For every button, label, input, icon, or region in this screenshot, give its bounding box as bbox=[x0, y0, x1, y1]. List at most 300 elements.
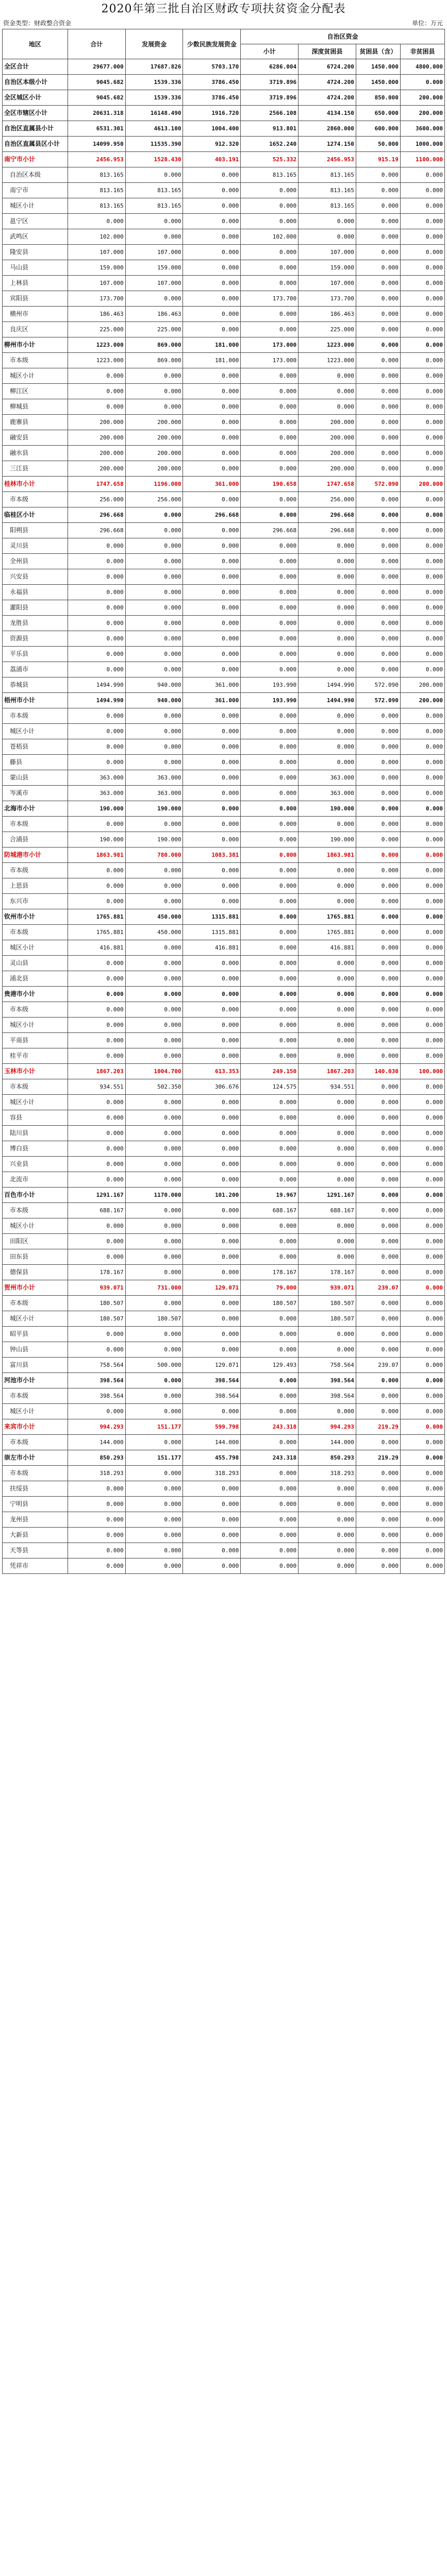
value-cell: 1196.000 bbox=[125, 477, 183, 492]
header-row-1 bbox=[3, 29, 445, 44]
value-cell: 0.000 bbox=[68, 647, 125, 662]
value-cell: 173.700 bbox=[299, 291, 356, 307]
value-cell: 0.000 bbox=[241, 863, 299, 878]
header-total: 合计 bbox=[68, 29, 125, 59]
value-cell: 0.000 bbox=[400, 1157, 444, 1172]
value-cell: 0.000 bbox=[356, 415, 400, 430]
table-row bbox=[3, 677, 445, 693]
value-cell: 0.000 bbox=[125, 1404, 183, 1419]
region-cell: 来宾市小计 bbox=[3, 1419, 68, 1435]
value-cell: 129.071 bbox=[183, 1280, 241, 1296]
value-cell: 0.000 bbox=[356, 739, 400, 755]
value-cell: 1765.881 bbox=[68, 925, 125, 940]
value-cell: 0.000 bbox=[183, 183, 241, 198]
value-cell: 0.000 bbox=[68, 724, 125, 739]
value-cell: 0.000 bbox=[400, 878, 444, 894]
value-cell: 318.293 bbox=[183, 1466, 241, 1481]
region-cell: 良庆区 bbox=[3, 322, 68, 337]
value-cell: 0.000 bbox=[400, 384, 444, 399]
value-cell: 0.000 bbox=[183, 1342, 241, 1358]
value-cell: 6724.200 bbox=[299, 59, 356, 75]
unit-label: 单位：万元 bbox=[411, 20, 443, 27]
value-cell: 0.000 bbox=[125, 1249, 183, 1265]
value-cell: 0.000 bbox=[400, 1249, 444, 1265]
region-cell: 市本级 bbox=[3, 817, 68, 832]
value-cell: 0.000 bbox=[356, 399, 400, 415]
value-cell: 0.000 bbox=[299, 1528, 356, 1543]
value-cell: 780.000 bbox=[125, 848, 183, 863]
table-row bbox=[3, 415, 445, 430]
value-cell: 0.000 bbox=[356, 1002, 400, 1018]
region-cell: 梧州市小计 bbox=[3, 693, 68, 708]
table-row bbox=[3, 1002, 445, 1018]
table-row bbox=[3, 1079, 445, 1095]
table-row bbox=[3, 786, 445, 801]
value-cell: 0.000 bbox=[299, 1018, 356, 1033]
value-cell: 0.000 bbox=[125, 1388, 183, 1404]
value-cell: 0.000 bbox=[356, 1234, 400, 1249]
value-cell: 0.000 bbox=[400, 507, 444, 523]
value-cell: 0.000 bbox=[400, 461, 444, 477]
value-cell: 178.167 bbox=[68, 1265, 125, 1280]
value-cell: 0.000 bbox=[241, 1528, 299, 1543]
table-row bbox=[3, 1203, 445, 1218]
value-cell: 0.000 bbox=[183, 724, 241, 739]
value-cell: 0.000 bbox=[125, 1157, 183, 1172]
value-cell: 0.000 bbox=[400, 1543, 444, 1558]
value-cell: 0.000 bbox=[241, 616, 299, 631]
table-row bbox=[3, 894, 445, 909]
value-cell: 200.000 bbox=[125, 446, 183, 461]
value-cell: 0.000 bbox=[68, 1126, 125, 1141]
value-cell: 190.000 bbox=[125, 832, 183, 848]
value-cell: 0.000 bbox=[400, 894, 444, 909]
region-cell: 河池市小计 bbox=[3, 1373, 68, 1388]
value-cell: 0.000 bbox=[400, 198, 444, 214]
value-cell: 1083.381 bbox=[183, 848, 241, 863]
value-cell: 200.000 bbox=[299, 461, 356, 477]
value-cell: 0.000 bbox=[183, 647, 241, 662]
table-row bbox=[3, 1218, 445, 1234]
value-cell: 0.000 bbox=[183, 260, 241, 276]
value-cell: 0.000 bbox=[299, 384, 356, 399]
table-row bbox=[3, 368, 445, 384]
value-cell: 0.000 bbox=[68, 1249, 125, 1265]
value-cell: 0.000 bbox=[183, 1404, 241, 1419]
value-cell: 0.000 bbox=[356, 1110, 400, 1126]
value-cell: 1539.336 bbox=[125, 75, 183, 90]
value-cell: 200.000 bbox=[125, 430, 183, 446]
value-cell: 525.332 bbox=[241, 152, 299, 167]
value-cell: 1223.000 bbox=[68, 353, 125, 368]
value-cell: 200.000 bbox=[299, 446, 356, 461]
value-cell: 398.564 bbox=[183, 1373, 241, 1388]
value-cell: 1100.000 bbox=[400, 152, 444, 167]
table-row bbox=[3, 1064, 445, 1079]
value-cell: 0.000 bbox=[68, 1048, 125, 1064]
value-cell: 0.000 bbox=[183, 291, 241, 307]
value-cell: 0.000 bbox=[241, 446, 299, 461]
region-cell: 城区小计 bbox=[3, 940, 68, 956]
value-cell: 613.353 bbox=[183, 1064, 241, 1079]
value-cell: 913.801 bbox=[241, 121, 299, 137]
table-row bbox=[3, 1358, 445, 1373]
value-cell: 0.000 bbox=[68, 399, 125, 415]
value-cell: 0.000 bbox=[68, 1543, 125, 1558]
value-cell: 0.000 bbox=[241, 183, 299, 198]
value-cell: 0.000 bbox=[183, 1126, 241, 1141]
value-cell: 0.000 bbox=[400, 399, 444, 415]
value-cell: 939.071 bbox=[299, 1280, 356, 1296]
value-cell: 0.000 bbox=[125, 1095, 183, 1110]
value-cell: 256.000 bbox=[125, 492, 183, 507]
value-cell: 0.000 bbox=[299, 368, 356, 384]
value-cell: 200.000 bbox=[299, 430, 356, 446]
value-cell: 0.000 bbox=[125, 817, 183, 832]
value-cell: 101.200 bbox=[183, 1188, 241, 1203]
table-row bbox=[3, 1249, 445, 1265]
value-cell: 296.668 bbox=[299, 523, 356, 538]
value-cell: 0.000 bbox=[125, 399, 183, 415]
value-cell: 0.000 bbox=[68, 971, 125, 987]
value-cell: 3786.450 bbox=[183, 75, 241, 90]
value-cell: 1867.203 bbox=[68, 1064, 125, 1079]
table-row bbox=[3, 477, 445, 492]
value-cell: 0.000 bbox=[356, 384, 400, 399]
value-cell: 144.000 bbox=[68, 1435, 125, 1450]
region-cell: 市本级 bbox=[3, 1079, 68, 1095]
value-cell: 0.000 bbox=[183, 863, 241, 878]
value-cell: 0.000 bbox=[183, 1203, 241, 1218]
value-cell: 200.000 bbox=[68, 446, 125, 461]
region-cell: 昭平县 bbox=[3, 1327, 68, 1342]
region-cell: 武鸣区 bbox=[3, 229, 68, 245]
region-cell: 市本级 bbox=[3, 1296, 68, 1311]
table-row bbox=[3, 214, 445, 229]
value-cell: 0.000 bbox=[356, 1558, 400, 1574]
value-cell: 0.000 bbox=[183, 1296, 241, 1311]
value-cell: 0.000 bbox=[125, 507, 183, 523]
region-cell: 苍梧县 bbox=[3, 739, 68, 755]
value-cell: 0.000 bbox=[356, 1095, 400, 1110]
value-cell: 9045.682 bbox=[68, 90, 125, 106]
value-cell: 190.000 bbox=[299, 801, 356, 817]
value-cell: 0.000 bbox=[125, 739, 183, 755]
region-cell: 藤县 bbox=[3, 755, 68, 770]
value-cell: 0.000 bbox=[356, 956, 400, 971]
value-cell: 0.000 bbox=[68, 1172, 125, 1188]
value-cell: 0.000 bbox=[68, 739, 125, 755]
value-cell: 190.000 bbox=[299, 832, 356, 848]
table-row bbox=[3, 878, 445, 894]
table-row bbox=[3, 260, 445, 276]
value-cell: 0.000 bbox=[241, 1095, 299, 1110]
value-cell: 1765.881 bbox=[299, 925, 356, 940]
value-cell: 758.564 bbox=[299, 1358, 356, 1373]
value-cell: 306.676 bbox=[183, 1079, 241, 1095]
value-cell: 0.000 bbox=[356, 1512, 400, 1528]
value-cell: 1000.000 bbox=[400, 137, 444, 152]
value-cell: 0.000 bbox=[183, 894, 241, 909]
value-cell: 180.507 bbox=[299, 1311, 356, 1327]
value-cell: 363.000 bbox=[299, 770, 356, 786]
table-row bbox=[3, 1481, 445, 1497]
region-cell: 贺州市小计 bbox=[3, 1280, 68, 1296]
region-cell: 北海市小计 bbox=[3, 801, 68, 817]
value-cell: 0.000 bbox=[400, 569, 444, 585]
value-cell: 249.150 bbox=[241, 1064, 299, 1079]
value-cell: 0.000 bbox=[125, 1528, 183, 1543]
region-cell: 市本级 bbox=[3, 1466, 68, 1481]
value-cell: 0.000 bbox=[356, 1033, 400, 1048]
value-cell: 450.000 bbox=[125, 909, 183, 925]
value-cell: 0.000 bbox=[241, 832, 299, 848]
value-cell: 296.668 bbox=[68, 523, 125, 538]
value-cell: 1450.000 bbox=[356, 75, 400, 90]
table-row bbox=[3, 137, 445, 152]
value-cell: 0.000 bbox=[400, 647, 444, 662]
table-row bbox=[3, 770, 445, 786]
value-cell: 0.000 bbox=[356, 848, 400, 863]
value-cell: 0.000 bbox=[299, 1481, 356, 1497]
value-cell: 1539.336 bbox=[125, 90, 183, 106]
value-cell: 0.000 bbox=[400, 446, 444, 461]
region-cell: 全区合计 bbox=[3, 59, 68, 75]
table-row bbox=[3, 1188, 445, 1203]
value-cell: 0.000 bbox=[183, 631, 241, 647]
table-row bbox=[3, 337, 445, 353]
region-cell: 柳城县 bbox=[3, 399, 68, 415]
value-cell: 243.318 bbox=[241, 1450, 299, 1466]
value-cell: 0.000 bbox=[400, 322, 444, 337]
value-cell: 850.293 bbox=[299, 1450, 356, 1466]
value-cell: 0.000 bbox=[356, 167, 400, 183]
value-cell: 361.000 bbox=[183, 677, 241, 693]
value-cell: 0.000 bbox=[241, 708, 299, 724]
value-cell: 0.000 bbox=[241, 1558, 299, 1574]
value-cell: 0.000 bbox=[356, 1172, 400, 1188]
value-cell: 318.293 bbox=[68, 1466, 125, 1481]
value-cell: 0.000 bbox=[400, 167, 444, 183]
value-cell: 0.000 bbox=[299, 1095, 356, 1110]
value-cell: 0.000 bbox=[183, 245, 241, 260]
region-cell: 自治区直属县小计 bbox=[3, 121, 68, 137]
table-row bbox=[3, 600, 445, 616]
value-cell: 100.000 bbox=[400, 1064, 444, 1079]
value-cell: 0.000 bbox=[356, 1528, 400, 1543]
value-cell: 403.191 bbox=[183, 152, 241, 167]
value-cell: 0.000 bbox=[241, 956, 299, 971]
region-cell: 横州市 bbox=[3, 307, 68, 322]
value-cell: 0.000 bbox=[356, 337, 400, 353]
table-row bbox=[3, 971, 445, 987]
value-cell: 0.000 bbox=[241, 430, 299, 446]
value-cell: 0.000 bbox=[400, 1126, 444, 1141]
value-cell: 200.000 bbox=[400, 477, 444, 492]
value-cell: 0.000 bbox=[400, 1095, 444, 1110]
table-row bbox=[3, 59, 445, 75]
table-row bbox=[3, 940, 445, 956]
table-row bbox=[3, 1419, 445, 1435]
value-cell: 1223.000 bbox=[68, 337, 125, 353]
value-cell: 0.000 bbox=[125, 384, 183, 399]
value-cell: 0.000 bbox=[125, 1466, 183, 1481]
value-cell: 0.000 bbox=[183, 214, 241, 229]
value-cell: 0.000 bbox=[356, 1265, 400, 1280]
value-cell: 173.000 bbox=[241, 353, 299, 368]
value-cell: 0.000 bbox=[241, 894, 299, 909]
value-cell: 0.000 bbox=[183, 1033, 241, 1048]
table-row bbox=[3, 492, 445, 507]
region-cell: 荔浦市 bbox=[3, 662, 68, 677]
value-cell: 0.000 bbox=[183, 616, 241, 631]
table-row bbox=[3, 569, 445, 585]
value-cell: 0.000 bbox=[183, 198, 241, 214]
value-cell: 0.000 bbox=[241, 554, 299, 569]
value-cell: 0.000 bbox=[68, 616, 125, 631]
value-cell: 0.000 bbox=[356, 1126, 400, 1141]
value-cell: 0.000 bbox=[356, 214, 400, 229]
value-cell: 173.700 bbox=[241, 291, 299, 307]
value-cell: 0.000 bbox=[241, 925, 299, 940]
value-cell: 1916.720 bbox=[183, 106, 241, 121]
value-cell: 0.000 bbox=[68, 1033, 125, 1048]
value-cell: 0.000 bbox=[183, 554, 241, 569]
value-cell: 0.000 bbox=[356, 1373, 400, 1388]
value-cell: 1004.400 bbox=[183, 121, 241, 137]
value-cell: 107.000 bbox=[125, 276, 183, 291]
value-cell: 0.000 bbox=[299, 755, 356, 770]
value-cell: 2456.953 bbox=[299, 152, 356, 167]
value-cell: 0.000 bbox=[68, 1141, 125, 1157]
value-cell: 0.000 bbox=[68, 368, 125, 384]
value-cell: 0.000 bbox=[356, 245, 400, 260]
value-cell: 0.000 bbox=[183, 832, 241, 848]
table-row bbox=[3, 1404, 445, 1419]
table-row bbox=[3, 121, 445, 137]
region-cell: 大新县 bbox=[3, 1528, 68, 1543]
value-cell: 200.000 bbox=[68, 415, 125, 430]
value-cell: 0.000 bbox=[183, 368, 241, 384]
region-cell: 全州县 bbox=[3, 554, 68, 569]
value-cell: 0.000 bbox=[241, 1110, 299, 1126]
region-cell: 蒙山县 bbox=[3, 770, 68, 786]
value-cell: 0.000 bbox=[68, 956, 125, 971]
value-cell: 361.000 bbox=[183, 693, 241, 708]
table-row bbox=[3, 198, 445, 214]
value-cell: 1004.700 bbox=[125, 1064, 183, 1079]
region-cell: 富川县 bbox=[3, 1358, 68, 1373]
value-cell: 0.000 bbox=[183, 276, 241, 291]
value-cell: 1747.658 bbox=[299, 477, 356, 492]
value-cell: 813.165 bbox=[68, 198, 125, 214]
table-row bbox=[3, 1466, 445, 1481]
value-cell: 0.000 bbox=[400, 848, 444, 863]
value-cell: 0.000 bbox=[68, 585, 125, 600]
value-cell: 0.000 bbox=[183, 801, 241, 817]
value-cell: 869.000 bbox=[125, 337, 183, 353]
value-cell: 0.000 bbox=[125, 863, 183, 878]
value-cell: 180.507 bbox=[68, 1296, 125, 1311]
region-cell: 南宁市 bbox=[3, 183, 68, 198]
value-cell: 572.090 bbox=[356, 693, 400, 708]
header-minority: 少数民族发展资金 bbox=[183, 29, 241, 59]
value-cell: 0.000 bbox=[356, 647, 400, 662]
value-cell: 398.564 bbox=[183, 1388, 241, 1404]
value-cell: 0.000 bbox=[183, 446, 241, 461]
region-cell: 灌阳县 bbox=[3, 600, 68, 616]
value-cell: 1494.990 bbox=[299, 693, 356, 708]
value-cell: 0.000 bbox=[125, 956, 183, 971]
value-cell: 2456.953 bbox=[68, 152, 125, 167]
value-cell: 0.000 bbox=[299, 708, 356, 724]
value-cell: 0.000 bbox=[356, 353, 400, 368]
value-cell: 0.000 bbox=[400, 1435, 444, 1450]
value-cell: 0.000 bbox=[125, 554, 183, 569]
value-cell: 0.000 bbox=[241, 1327, 299, 1342]
value-cell: 0.000 bbox=[299, 569, 356, 585]
value-cell: 190.000 bbox=[68, 801, 125, 817]
value-cell: 0.000 bbox=[356, 492, 400, 507]
value-cell: 0.000 bbox=[183, 538, 241, 554]
value-cell: 0.000 bbox=[125, 662, 183, 677]
value-cell: 0.000 bbox=[125, 878, 183, 894]
value-cell: 6531.301 bbox=[68, 121, 125, 137]
value-cell: 243.318 bbox=[241, 1419, 299, 1435]
value-cell: 0.000 bbox=[400, 368, 444, 384]
value-cell: 180.507 bbox=[68, 1311, 125, 1327]
region-cell: 市本级 bbox=[3, 708, 68, 724]
value-cell: 0.000 bbox=[400, 1188, 444, 1203]
table-row bbox=[3, 523, 445, 538]
value-cell: 225.000 bbox=[299, 322, 356, 337]
value-cell: 0.000 bbox=[241, 1404, 299, 1419]
region-cell: 恭城县 bbox=[3, 677, 68, 693]
region-cell: 南宁市小计 bbox=[3, 152, 68, 167]
value-cell: 0.000 bbox=[299, 647, 356, 662]
table-row bbox=[3, 1311, 445, 1327]
value-cell: 0.000 bbox=[299, 585, 356, 600]
value-cell: 0.000 bbox=[400, 1110, 444, 1126]
value-cell: 0.000 bbox=[125, 1327, 183, 1342]
value-cell: 0.000 bbox=[68, 1558, 125, 1574]
region-cell: 隆安县 bbox=[3, 245, 68, 260]
value-cell: 0.000 bbox=[125, 1126, 183, 1141]
value-cell: 0.000 bbox=[400, 415, 444, 430]
value-cell: 0.000 bbox=[68, 1327, 125, 1342]
value-cell: 0.000 bbox=[241, 1033, 299, 1048]
value-cell: 0.000 bbox=[356, 1079, 400, 1095]
value-cell: 0.000 bbox=[241, 1388, 299, 1404]
value-cell: 0.000 bbox=[400, 492, 444, 507]
region-cell: 宁明县 bbox=[3, 1497, 68, 1512]
region-cell: 贵港市小计 bbox=[3, 987, 68, 1002]
value-cell: 1652.240 bbox=[241, 137, 299, 152]
region-cell: 邕宁区 bbox=[3, 214, 68, 229]
value-cell: 0.000 bbox=[241, 801, 299, 817]
region-cell: 自治区本级 bbox=[3, 167, 68, 183]
value-cell: 600.000 bbox=[356, 121, 400, 137]
value-cell: 0.000 bbox=[400, 1002, 444, 1018]
value-cell: 29677.000 bbox=[68, 59, 125, 75]
header-fiscal-dev: 发展资金 bbox=[125, 29, 183, 59]
table-row bbox=[3, 430, 445, 446]
value-cell: 144.000 bbox=[299, 1435, 356, 1450]
value-cell: 0.000 bbox=[400, 616, 444, 631]
value-cell: 0.000 bbox=[183, 878, 241, 894]
region-cell: 马山县 bbox=[3, 260, 68, 276]
value-cell: 0.000 bbox=[241, 817, 299, 832]
